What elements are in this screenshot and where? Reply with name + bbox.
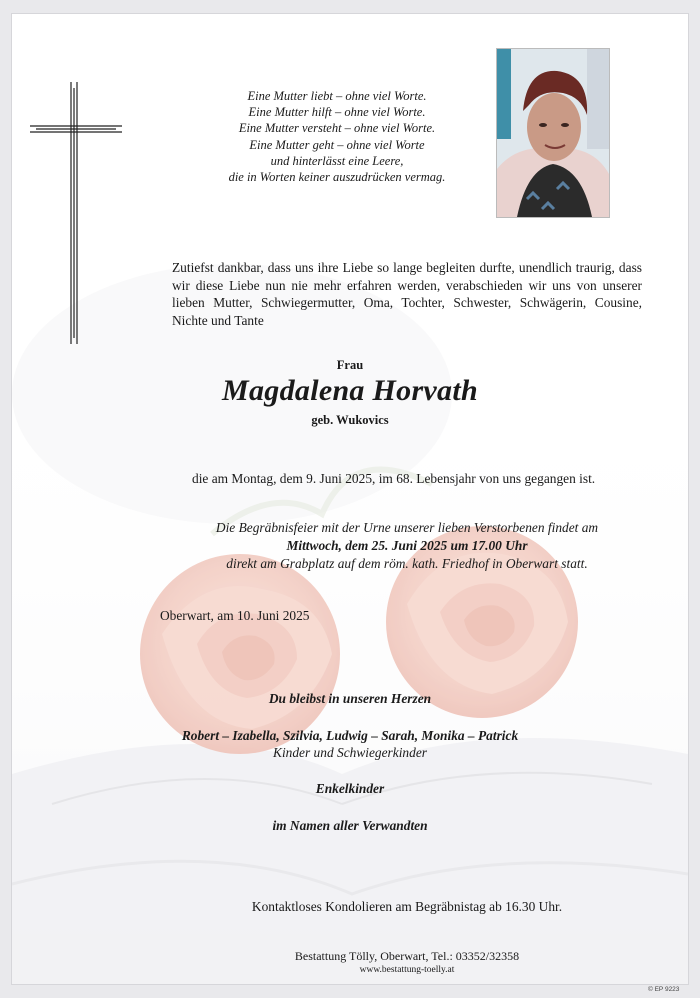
deceased-name: Magdalena Horvath (222, 374, 478, 407)
intro-text: Zutiefst dankbar, dass uns ihre Liebe so lange begleiten durfte, unendlich traurig, dass wir diese Liebe nun nie mehr erfahren werden, verabschieden wir uns von unserer lieben Mutter, Schwiegermutter, Oma, Tochter, Schwester, Schwägerin, Cousine, Nichte und Tante (172, 260, 642, 328)
poem-line: Eine Mutter versteht – ohne viel Worte. (238, 121, 436, 136)
portrait-photo (496, 48, 610, 218)
poem-line: und hinterlässt eine Leere, (270, 153, 404, 168)
poem (182, 88, 492, 185)
poem-line: die in Worten keiner auszudrücken vermag. (228, 170, 446, 185)
salutation: Frau (336, 358, 364, 372)
obituary-card (12, 14, 688, 984)
undertaker-website: www.bestattung-toelly.at (359, 965, 455, 975)
funeral-line: direkt am Grabplatz auf dem röm. kath. Friedhof in Oberwart statt. (226, 556, 588, 571)
grandchildren: Enkelkinder (315, 781, 385, 796)
birth-name: geb. Wukovics (311, 413, 389, 427)
funeral-line: Die Begräbnisfeier mit der Urne unserer lieben Verstorbenen findet am (215, 520, 599, 535)
print-code: © EP 9223 (648, 986, 680, 993)
poem-line: Eine Mutter geht – ohne viel Worte (249, 137, 425, 152)
cross-icon (30, 82, 122, 344)
children-names: Robert – Izabella, Szilvia, Ludwig – Sarah, Monika – Patrick (181, 728, 519, 743)
farewell: Du bleibst in unseren Herzen (268, 691, 432, 706)
poem-line: Eine Mutter liebt – ohne viel Worte. (247, 89, 427, 103)
death-notice: die am Montag, dem 9. Juni 2025, im 68. Lebensjahr von uns gegangen ist. (192, 471, 596, 486)
condolence-note: Kontaktloses Kondolieren am Begräbnistag ab 16.30 Uhr. (251, 899, 563, 914)
children-role: Kinder und Schwiegerkinder (273, 745, 427, 760)
undertaker: Bestattung Tölly, Oberwart, Tel.: 03352/32358 (294, 949, 520, 963)
funeral-date: Mittwoch, dem 25. Juni 2025 um 17.00 Uhr (286, 538, 528, 553)
poem-line: Eine Mutter hilft – ohne viel Worte. (248, 105, 426, 120)
funeral-info (152, 519, 662, 573)
relatives: im Namen aller Verwandten (272, 818, 428, 833)
place-date: Oberwart, am 10. Juni 2025 (160, 608, 310, 623)
